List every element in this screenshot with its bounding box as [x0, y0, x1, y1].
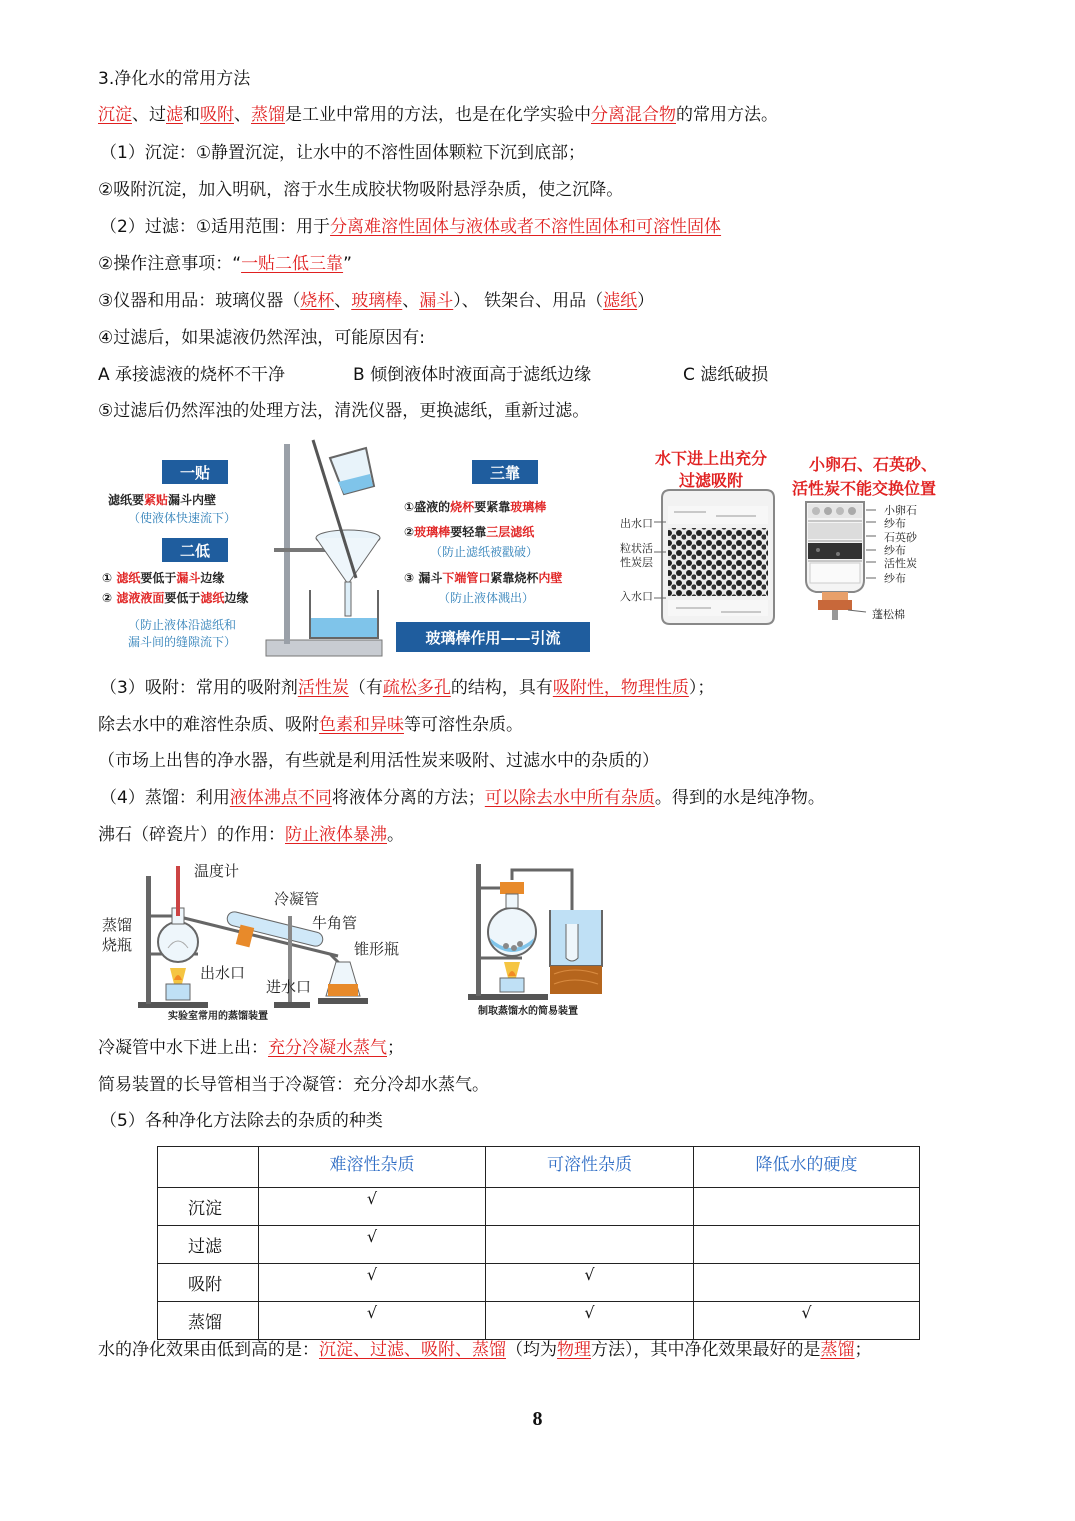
label-condenser: 冷凝管 — [274, 890, 320, 908]
table-header-cell — [158, 1147, 259, 1188]
term-activated-carbon: 活性炭 — [297, 678, 349, 698]
distillation-line-2 — [98, 823, 404, 847]
summary-line — [98, 1338, 872, 1362]
label-flask-1: 蒸馏 — [102, 916, 133, 934]
filtration-scope-text: 分离难溶性固体与液体或者不溶性固体和可溶性固体 — [330, 217, 722, 237]
table-cell — [694, 1264, 920, 1302]
condenser-line-2: 简易装置的长导管相当于冷凝管：充分冷却水蒸气。 — [98, 1075, 489, 1095]
simple-distillation-icon — [468, 864, 602, 1000]
table-header-cell: 可溶性杂质 — [486, 1147, 694, 1188]
equip-mid: ）、 铁架台、用品（ — [453, 291, 604, 311]
erdi-note-1: （防止液体沿滤纸和 — [128, 618, 237, 632]
sankao-line-1: ①盛液的烧杯要紧靠玻璃棒 — [404, 500, 547, 514]
sf-label-5: 纱布 — [884, 572, 906, 585]
table-cell: √ — [486, 1302, 694, 1340]
table-row — [158, 1264, 920, 1302]
reason-b: B 倾倒液体时液面高于滤纸边缘 — [353, 365, 592, 385]
distillation-apparatus-icon — [138, 866, 368, 1008]
table-cell: √ — [694, 1302, 920, 1340]
adsorption-line-3: （市场上出售的净水器，有些就是利用活性炭来吸附、过滤水中的杂质的） — [98, 751, 659, 771]
term-boiling-point: 液体沸点不同 — [229, 788, 332, 808]
sedimentation-line-2: ②吸附沉淀，加入明矾，溶于水生成胶状物吸附悬浮杂质，使之沉降。 — [98, 180, 624, 200]
yitie-title: 一贴 — [179, 464, 211, 482]
table-cell: √ — [259, 1188, 486, 1226]
distillation-text-c: 。得到的水是纯净物。 — [654, 788, 825, 808]
label-water-out: 出水口 — [620, 517, 653, 530]
distillation-label: （4）蒸馏：利用 — [100, 788, 230, 808]
summary-label: 水的净化效果由低到高的是： — [98, 1340, 319, 1360]
term-separate-mixture: 分离混合物 — [591, 105, 676, 125]
intro-text-4: 是工业中常用的方法，也是在化学实验中 — [285, 105, 591, 125]
equip-label: ③仪器和用品：玻璃仪器（ — [98, 291, 301, 311]
table-cell: √ — [486, 1264, 694, 1302]
equip-close: ） — [637, 291, 655, 311]
carbon-column-icon — [654, 490, 774, 624]
summary-text-b: （均为 — [506, 1340, 557, 1360]
adsorption-line-2 — [98, 713, 523, 737]
sf-label-2: 石英砂 — [884, 531, 917, 544]
summary-order: 沉淀、过滤、吸附、蒸馏 — [319, 1340, 506, 1360]
filtration-diagram — [98, 432, 608, 664]
table-cell — [486, 1188, 694, 1226]
sankao-note-2: （防止滤纸被戳破） — [430, 545, 539, 559]
sankao-line-3: ③ 漏斗下端管口紧靠烧杯内壁 — [404, 571, 563, 585]
summary-physical: 物理 — [557, 1340, 591, 1360]
boiling-chip-end: 。 — [387, 825, 404, 845]
table-cell: √ — [259, 1264, 486, 1302]
filtration-line-3 — [98, 289, 654, 313]
filtration-line-1 — [100, 215, 721, 239]
sf-label-0: 小卵石 — [884, 504, 917, 517]
sf-label-1: 纱布 — [884, 517, 906, 530]
label-conical: 锥形瓶 — [354, 940, 400, 958]
distillation-diagram — [98, 856, 418, 1026]
sf-label-6: 蓬松棉 — [872, 608, 905, 621]
adsorption-text-c: 的结构，具有 — [450, 678, 553, 698]
simple-distillation-diagram — [462, 858, 622, 1023]
table-cell: √ — [259, 1302, 486, 1340]
reason-a: A 承接滤液的烧杯不干净 — [98, 365, 286, 385]
filtration-notes-close: ” — [343, 254, 352, 274]
sankao-title: 三靠 — [489, 464, 521, 482]
intro-text-5: 的常用方法。 — [676, 105, 778, 125]
term-sedimentation: 沉淀 — [98, 105, 132, 125]
rod-banner-text: 玻璃棒作用——引流 — [425, 629, 561, 647]
equip-funnel: 漏斗 — [419, 291, 454, 311]
table-cell: √ — [259, 1226, 486, 1264]
adsorption-line2-a: 除去水中的难溶性杂质、吸附 — [98, 715, 319, 735]
equip-filter-paper: 滤纸 — [603, 291, 638, 311]
table-cell — [694, 1188, 920, 1226]
filtration-line-4: ④过滤后，如果滤液仍然浑浊，可能原因有: — [98, 328, 425, 348]
term-prevent-bumping: 防止液体暴沸 — [285, 825, 387, 845]
adsorption-text-b: （有 — [348, 678, 383, 698]
label-flask-2: 烧瓶 — [102, 936, 133, 954]
carbon-column-diagram — [616, 440, 786, 630]
sankao-note-3: （防止液体溅出） — [438, 591, 535, 605]
condenser-end: ； — [387, 1038, 404, 1058]
intro-text-2: 和 — [183, 105, 200, 125]
page-number: 8 — [532, 1408, 543, 1430]
equip-sep-2: 、 — [402, 291, 420, 311]
table-row — [158, 1226, 920, 1264]
adsorption-line2-b: 等可溶性杂质。 — [404, 715, 523, 735]
sf-label-4: 活性炭 — [884, 557, 917, 570]
table-cell — [486, 1226, 694, 1264]
equip-glass-rod: 玻璃棒 — [351, 291, 403, 311]
erdi-line-2: ② 滤液液面要低于滤纸边缘 — [102, 591, 249, 605]
table-header-row — [158, 1147, 920, 1188]
term-remove-all: 可以除去水中所有杂质 — [484, 788, 655, 808]
filtration-scope-label: （2）过滤：①适用范围：用于 — [100, 217, 331, 237]
erdi-title: 二低 — [179, 542, 211, 560]
purification-table — [157, 1146, 920, 1340]
table-row-header: 过滤 — [158, 1226, 259, 1264]
condenser-label: 冷凝管中水下进上出： — [98, 1038, 268, 1058]
label-carbon-2: 性炭层 — [620, 556, 653, 569]
section-title: 3.净化水的常用方法 — [98, 69, 251, 89]
sedimentation-line-1: （1）沉淀：①静置沉淀，让水中的不溶性固体颗粒下沉到底部； — [100, 143, 586, 163]
equip-sep-1: 、 — [334, 291, 352, 311]
table-header-cell: 难溶性杂质 — [259, 1147, 486, 1188]
term-adsorptive: 吸附性，物理性质 — [552, 678, 689, 698]
filtration-line-5: ⑤过滤后仍然浑浊的处理方法，清洗仪器，更换滤纸，重新过滤。 — [98, 401, 590, 421]
simple-filter-diagram — [788, 450, 968, 630]
summary-best: 蒸馏 — [820, 1340, 855, 1360]
label-adapter: 牛角管 — [312, 914, 358, 932]
carbon-note-2: 过滤吸附 — [678, 471, 744, 490]
simple-filter-note-1: 小卵石、石英砂、 — [808, 455, 938, 474]
term-filter: 滤 — [166, 105, 183, 125]
table-row — [158, 1302, 920, 1340]
label-water-in-dist: 进水口 — [266, 978, 312, 996]
intro-text-3: 、 — [234, 105, 251, 125]
distill-caption: 实验室常用的蒸馏装置 — [168, 1011, 268, 1022]
adsorption-label: （3）吸附：常用的吸附剂 — [100, 678, 298, 698]
yitie-text: 滤纸要紧贴漏斗内壁 — [108, 493, 217, 507]
carbon-note-1: 水下进上出充分 — [654, 449, 768, 468]
condenser-line-1 — [98, 1036, 404, 1060]
intro-line — [98, 103, 778, 127]
term-porous: 疏松多孔 — [382, 678, 451, 698]
boiling-chip-label: 沸石（碎瓷片）的作用： — [98, 825, 285, 845]
summary-end: ； — [854, 1340, 872, 1360]
reason-c: C 滤纸破损 — [683, 365, 769, 385]
filtration-notes-label: ②操作注意事项：“ — [98, 254, 242, 274]
distillation-text-b: 将液体分离的方法； — [331, 788, 485, 808]
table-row-header: 吸附 — [158, 1264, 259, 1302]
simple-filter-note-2: 活性炭不能交换位置 — [792, 479, 937, 498]
simple-distill-caption: 制取蒸馏水的简易装置 — [478, 1006, 578, 1017]
intro-text-1: 、过 — [132, 105, 166, 125]
table-cell — [694, 1226, 920, 1264]
term-color-odor: 色素和异味 — [319, 715, 404, 735]
label-water-in: 入水口 — [620, 590, 653, 603]
simple-filter-icon — [806, 502, 876, 620]
equip-beaker: 烧杯 — [300, 291, 335, 311]
table-row-header: 沉淀 — [158, 1188, 259, 1226]
table-row — [158, 1188, 920, 1226]
term-condense-steam: 充分冷凝水蒸气 — [268, 1038, 387, 1058]
term-distillation: 蒸馏 — [251, 105, 285, 125]
table-header-cell: 降低水的硬度 — [694, 1147, 920, 1188]
yitie-note: （使液体快速流下） — [128, 511, 237, 525]
adsorption-line-1 — [100, 676, 714, 700]
term-adsorption: 吸附 — [200, 105, 234, 125]
filtration-line-2 — [98, 252, 352, 276]
label-thermometer: 温度计 — [194, 862, 240, 880]
table-heading: （5）各种净化方法除去的杂质的种类 — [100, 1111, 383, 1131]
adsorption-text-d: ）； — [688, 678, 715, 698]
sf-label-3: 纱布 — [884, 544, 906, 557]
summary-text-c: 方法），其中净化效果最好的是 — [591, 1340, 821, 1360]
sankao-line-2: ②玻璃棒要轻靠三层滤纸 — [404, 525, 535, 539]
erdi-line-1: ① 滤纸要低于漏斗边缘 — [102, 571, 225, 585]
erdi-note-2: 漏斗间的缝隙流下） — [128, 635, 237, 649]
distillation-line-1 — [100, 786, 825, 810]
label-carbon-1: 粒状活 — [620, 542, 653, 555]
label-water-out-dist: 出水口 — [200, 964, 246, 982]
table-row-header: 蒸馏 — [158, 1302, 259, 1340]
filtration-notes-red: 一贴二低三靠 — [241, 254, 344, 274]
